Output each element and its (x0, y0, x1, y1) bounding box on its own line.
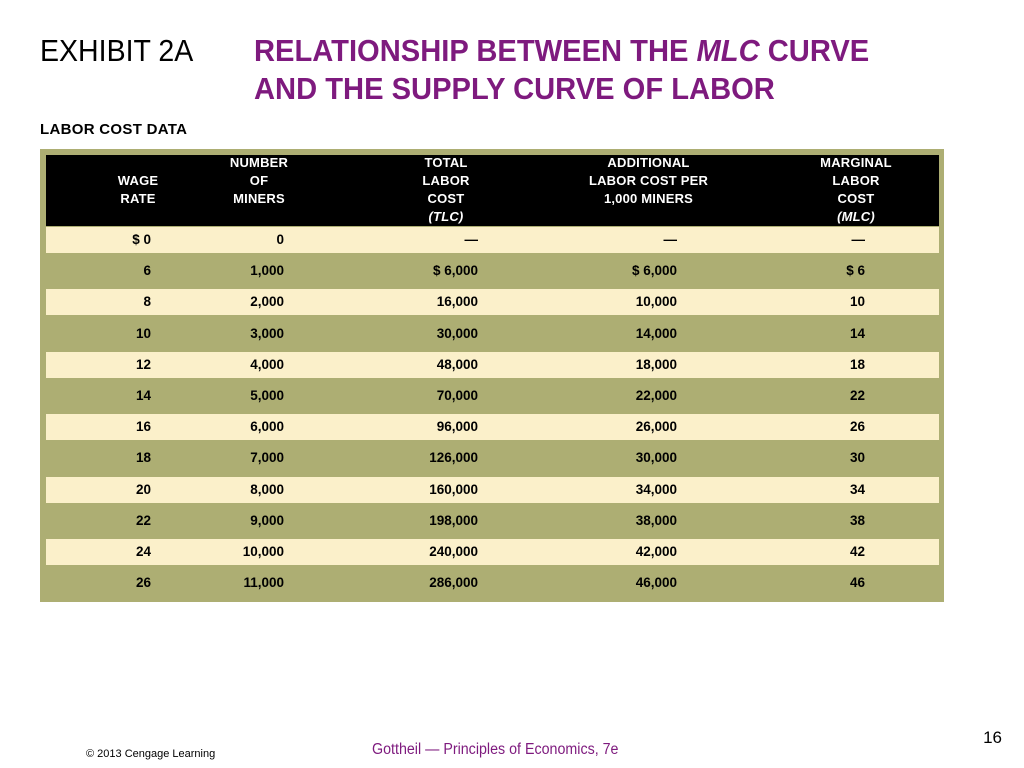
slide-headline (254, 32, 909, 108)
table-row (46, 289, 939, 315)
table-row (46, 570, 939, 596)
header-mlc: (MLC) (837, 209, 875, 224)
table-cell: 0 (276, 232, 284, 247)
table-row (46, 445, 939, 471)
table-cell: 18,000 (635, 356, 677, 372)
table-row (46, 414, 939, 440)
table-cell: 22 (849, 388, 865, 403)
table-cell: 2,000 (250, 294, 284, 310)
table-cell: 30 (849, 450, 865, 466)
table-cell: 7,000 (250, 450, 284, 466)
header-text: COST (427, 191, 465, 206)
header-tlc: (TLC) (428, 209, 464, 224)
table-cell: 8 (143, 294, 151, 310)
header-line: ADDITIONAL (607, 155, 690, 170)
table-cell: 24 (135, 544, 151, 559)
headline-line-1-post: CURVE (759, 33, 870, 68)
header-additional-labor-cost (566, 154, 731, 208)
table-cell: 16,000 (436, 294, 478, 310)
header-line (794, 190, 918, 226)
header-marginal-labor-cost (794, 154, 918, 226)
table-cell: 10,000 (242, 544, 284, 559)
table-cell: — (464, 232, 478, 247)
header-line: WAGE (117, 173, 159, 188)
table-cell: 20 (135, 481, 151, 497)
table-cell: 6 (143, 263, 151, 279)
table-row (46, 508, 939, 534)
table-cell: 26 (849, 419, 865, 435)
section-label: LABOR COST DATA (40, 121, 188, 138)
table-cell: 11,000 (243, 575, 284, 591)
table-row (46, 352, 939, 378)
table-cell: 10 (849, 294, 865, 310)
labor-cost-table (40, 149, 944, 602)
header-line (386, 190, 506, 226)
headline-line-1-pre: RELATIONSHIP BETWEEN THE (254, 33, 697, 68)
table-cell: 42 (849, 544, 865, 559)
table-cell: 240,000 (429, 544, 478, 559)
table-cell: 3,000 (250, 325, 284, 341)
table-cell: 6,000 (250, 419, 284, 435)
table-cell: 96,000 (436, 419, 478, 435)
table-cell: 26,000 (635, 419, 677, 435)
table-row (46, 383, 939, 409)
table-cell: $ 6 (846, 263, 865, 279)
footer-source: Gottheil — Principles of Economics, 7e (372, 741, 619, 758)
table-cell: 198,000 (429, 512, 478, 528)
header-line: LABOR COST PER (588, 173, 709, 188)
header-line: RATE (120, 191, 156, 206)
table-row (46, 227, 939, 253)
table-header (46, 155, 939, 226)
table-cell: 1,000 (250, 263, 284, 279)
page-number: 16 (983, 728, 1002, 747)
table-cell: 126,000 (429, 450, 478, 466)
table-cell: 38 (849, 512, 865, 528)
table-cell: $ 6,000 (432, 263, 478, 279)
table-cell: 30,000 (635, 450, 677, 466)
table-cell: 34 (849, 481, 865, 497)
header-text: COST (837, 191, 875, 206)
headline-line-2: AND THE SUPPLY CURVE OF LABOR (254, 71, 775, 106)
headline-mlc: MLC (696, 33, 760, 68)
header-total-labor-cost (386, 154, 506, 226)
table-cell: 22,000 (635, 388, 677, 403)
table-cell: 14 (849, 325, 865, 341)
exhibit-label: EXHIBIT 2A (40, 33, 194, 68)
headline-line-1 (254, 32, 869, 70)
header-line: LABOR (832, 173, 880, 188)
table-cell: 22 (135, 512, 151, 528)
table-cell: 8,000 (250, 481, 284, 497)
table-cell: 34,000 (635, 481, 677, 497)
header-line: MARGINAL (820, 155, 892, 170)
table-row (46, 321, 939, 347)
table-cell: 16 (135, 419, 151, 435)
copyright-notice: © 2013 Cengage Learning (86, 748, 216, 760)
table-row (46, 539, 939, 565)
header-line: OF (249, 173, 269, 188)
header-line: MINERS (233, 191, 285, 206)
table-cell: 48,000 (436, 356, 478, 372)
table-cell: 18 (849, 356, 865, 372)
table-cell: 30,000 (436, 325, 478, 341)
header-line: LABOR (422, 173, 470, 188)
header-number-of-miners (214, 154, 304, 208)
table-cell: — (851, 232, 865, 247)
table-cell: 10 (135, 325, 151, 341)
header-wage-rate (98, 172, 178, 208)
header-line: TOTAL (424, 155, 468, 170)
table-cell: 18 (135, 450, 151, 466)
table-cell: 12 (135, 356, 151, 372)
table-row (46, 258, 939, 284)
header-line: NUMBER (229, 155, 289, 170)
table-cell: 4,000 (250, 356, 284, 372)
table-cell: 286,000 (429, 575, 478, 591)
table-cell: $ 0 (132, 232, 151, 247)
table-cell: 42,000 (635, 544, 677, 559)
table-cell: 70,000 (436, 388, 478, 403)
table-cell: 26 (135, 575, 151, 591)
table-cell: $ 6,000 (631, 263, 677, 279)
table-cell: 14,000 (635, 325, 677, 341)
table-cell: 46 (849, 575, 865, 591)
table-cell: 9,000 (250, 512, 284, 528)
table-cell: 160,000 (429, 481, 478, 497)
table-cell: 10,000 (635, 294, 677, 310)
header-line: 1,000 MINERS (603, 191, 694, 206)
slide-title (40, 34, 1004, 108)
table-row (46, 477, 939, 503)
table-cell: 14 (135, 388, 151, 403)
table-cell: 5,000 (250, 388, 284, 403)
table-cell: — (663, 232, 677, 247)
table-cell: 46,000 (635, 575, 677, 591)
table-cell: 38,000 (635, 512, 677, 528)
